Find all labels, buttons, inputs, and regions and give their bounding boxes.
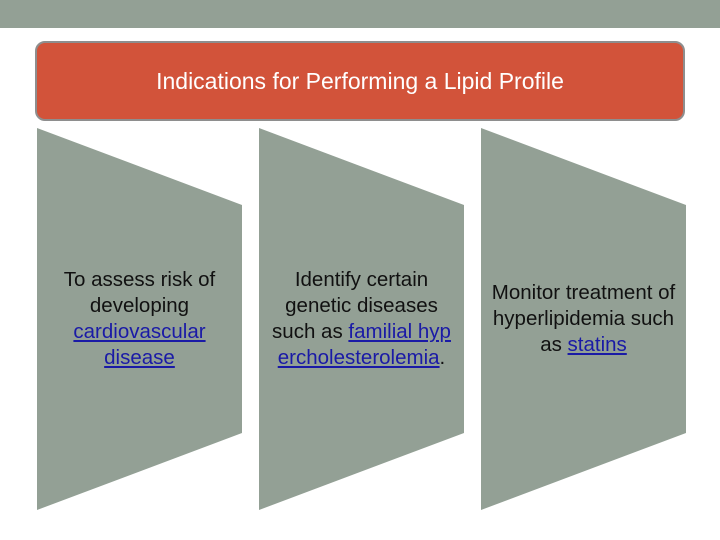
statins-link[interactable]: statins [567,333,627,356]
familial-hypercholesterolemia-link[interactable]: familial hypercholesterolemia [277,320,451,369]
step-text-3 [489,128,678,510]
step-2-tail: . [439,346,446,369]
step-chevron-2 [259,128,464,510]
cardiovascular-disease-link[interactable]: cardiovascular disease [73,320,206,369]
title-text: Indications for Performing a Lipid Profile [156,67,564,94]
step-2-text: Identify certain genetic diseases such as [272,268,438,343]
step-1-text: To assess risk of developing [63,268,216,317]
top-band [0,0,720,28]
step-text-1 [45,128,234,510]
step-chevron-3 [481,128,686,510]
step-3-text: Monitor treatment of hyperlipidemia such as [491,281,676,356]
title-banner [35,41,685,121]
step-chevron-1 [37,128,242,510]
step-text-2 [267,128,456,510]
